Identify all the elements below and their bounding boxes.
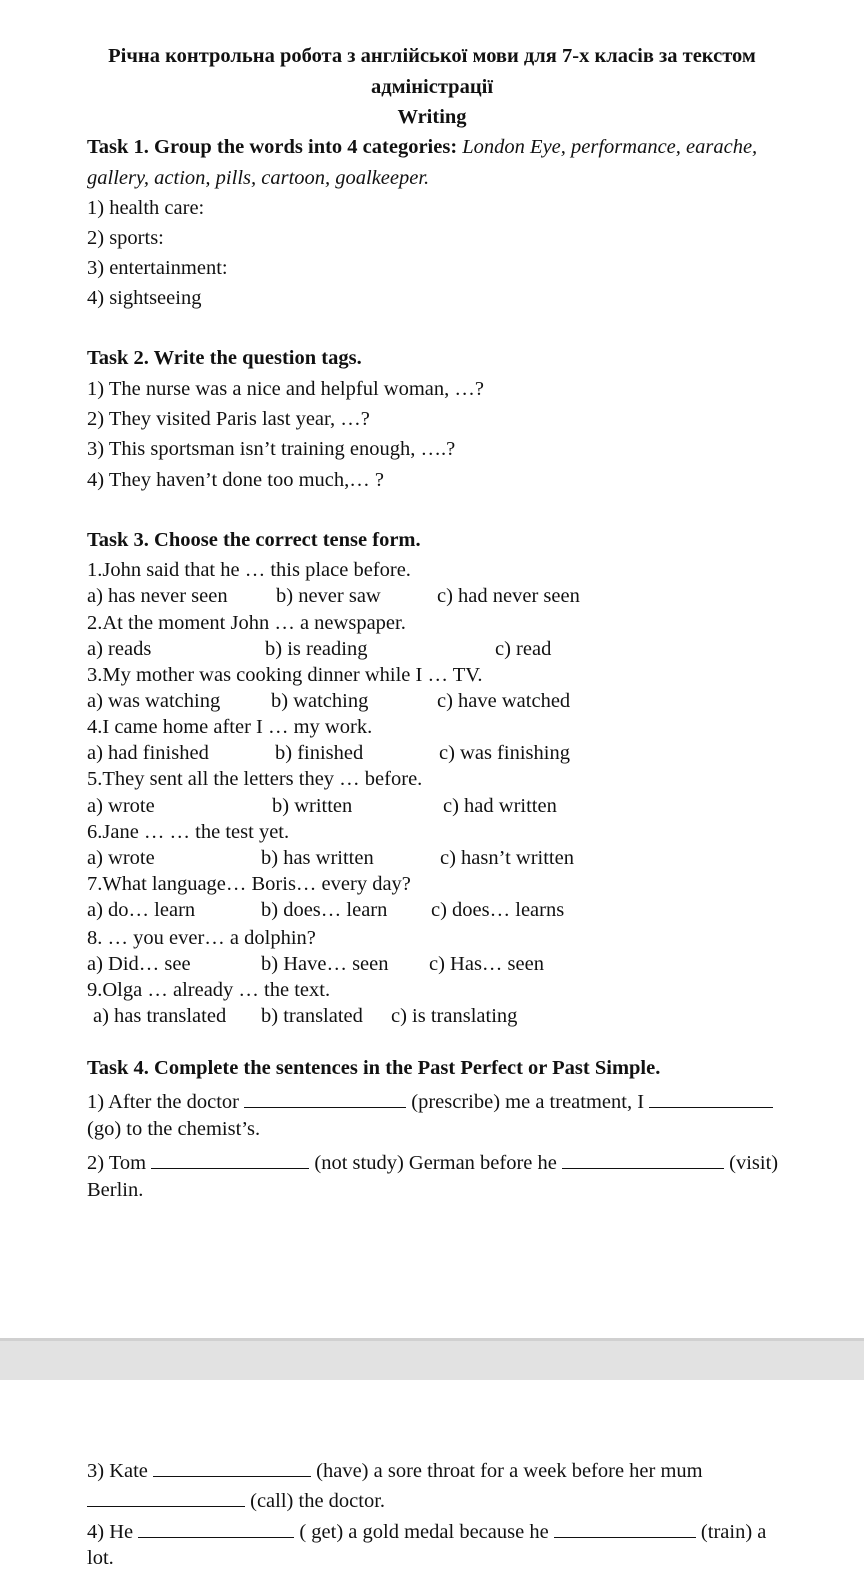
task3-option-c: c) have watched [437,690,571,712]
task4-sentence-4-cont: lot. [87,1547,114,1569]
task3-option-c: c) had never seen [437,585,580,607]
task1-heading: Task 1. Group the words into 4 categories: [87,136,458,158]
task2-heading: Task 2. Write the question tags. [87,347,362,369]
answer-blank[interactable] [151,1150,309,1169]
text-segment: 4) He [87,1521,139,1543]
doc-title-line-1: Річна контрольна робота з англійської мови для 7-х класів за текстом [108,45,756,67]
task3-option-a: a) had finished [87,742,209,764]
text-segment: 3) Kate [87,1460,154,1482]
task3-option-b: b) does… learn [261,899,388,921]
task1-item: 3) entertainment: [87,257,228,279]
task3-option-b: b) has written [261,847,374,869]
answer-blank[interactable] [554,1519,696,1538]
answer-blank[interactable] [138,1519,294,1538]
task3-question: 7.What language… Boris… every day? [87,873,411,895]
text-segment: 2) Tom [87,1152,152,1174]
task3-option-a: a) has never seen [87,585,228,607]
task4-sentence-3 [87,1458,703,1482]
task3-option-c: c) read [495,638,552,660]
task3-option-c: c) hasn’t written [440,847,574,869]
page-separator [0,1338,864,1380]
page-2 [0,1380,864,1590]
task4-sentence-2 [87,1150,778,1174]
task3-option-c: c) is translating [391,1005,518,1027]
text-segment: (visit) [724,1152,779,1174]
text-segment: (have) a sore throat for a week before her mum [311,1460,703,1482]
task3-question: 1.John said that he … this place before. [87,559,411,581]
task2-item: 3) This sportsman isn’t training enough, ….? [87,438,456,460]
text-segment: (train) a [695,1521,767,1543]
answer-blank[interactable] [87,1488,245,1507]
task3-question: 9.Olga … already … the text. [87,979,331,1001]
task3-option-a: a) wrote [87,795,155,817]
task3-option-b: b) Have… seen [261,953,389,975]
task1-heading-line [87,137,757,158]
task2-item: 4) They haven’t done too much,… ? [87,469,384,491]
task3-option-c: c) does… learns [431,899,565,921]
task1-item: 2) sports: [87,227,164,249]
task3-option-b: b) finished [275,742,364,764]
task3-option-b: b) watching [271,690,369,712]
task3-option-b: b) written [272,795,353,817]
task4-heading: Task 4. Complete the sentences in the Past Perfect or Past Simple. [87,1057,661,1079]
task3-question: 3.My mother was cooking dinner while I … TV. [87,664,483,686]
task1-item: 1) health care: [87,197,205,219]
answer-blank[interactable] [562,1150,724,1169]
answer-blank[interactable] [649,1089,773,1108]
task4-sentence-3-cont [87,1488,385,1512]
task3-option-a: a) Did… see [87,953,191,975]
task3-option-c: c) Has… seen [429,953,544,975]
task2-item: 2) They visited Paris last year, …? [87,408,370,430]
task3-question: 6.Jane … … the test yet. [87,821,290,843]
task3-heading: Task 3. Choose the correct tense form. [87,529,421,551]
answer-blank[interactable] [244,1089,406,1108]
task4-sentence-1-cont: (go) to the chemist’s. [87,1118,261,1140]
task3-option-b: b) never saw [276,585,381,607]
task3-option-b: b) translated [261,1005,363,1027]
task3-option-c: c) had written [443,795,557,817]
task3-question: 2.At the moment John … a newspaper. [87,612,406,634]
task3-question: 8. … you ever… a dolphin? [87,927,316,949]
task4-sentence-1 [87,1089,773,1113]
task1-words-1: London Eye, performance, earache, [457,136,758,158]
task3-option-a: a) reads [87,638,152,660]
text-segment: ( get) a gold medal because he [294,1521,554,1543]
task2-item: 1) The nurse was a nice and helpful woman, …? [87,378,484,400]
section-title: Writing [397,106,467,128]
task3-option-a: a) wrote [87,847,155,869]
text-segment: (prescribe) me a treatment, I [406,1091,650,1113]
task4-sentence-4 [87,1519,766,1543]
text-segment: 1) After the doctor [87,1091,245,1113]
task3-option-a: a) has translated [93,1005,227,1027]
task3-option-a: a) do… learn [87,899,196,921]
text-segment: (call) the doctor. [245,1490,386,1512]
task3-question: 4.I came home after I … my work. [87,716,373,738]
doc-title-line-2: адміністрації [370,76,494,98]
task3-option-c: c) was finishing [439,742,570,764]
answer-blank[interactable] [153,1458,311,1477]
task1-words-2: gallery, action, pills, cartoon, goalkeeper. [87,167,430,189]
task3-option-b: b) is reading [265,638,368,660]
task3-option-a: a) was watching [87,690,221,712]
task1-item: 4) sightseeing [87,287,202,309]
text-segment: (not study) German before he [309,1152,562,1174]
task3-question: 5.They sent all the letters they … before. [87,768,423,790]
task4-sentence-2-cont: Berlin. [87,1179,144,1201]
